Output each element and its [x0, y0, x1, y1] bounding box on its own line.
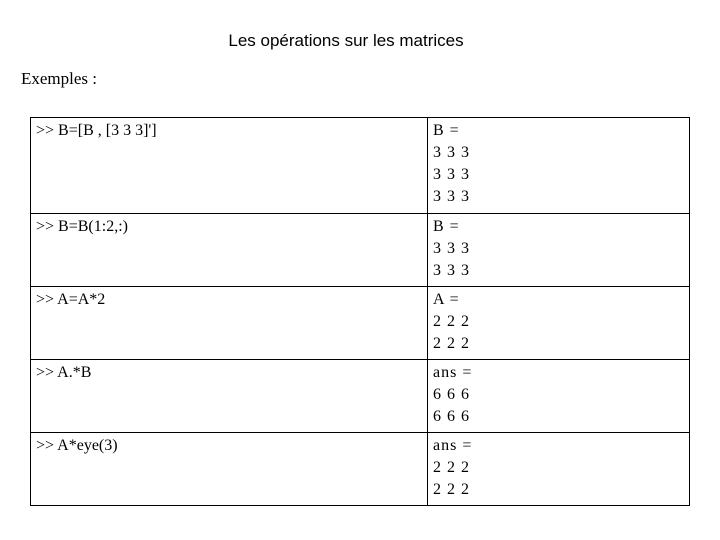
result-line: A =	[433, 291, 460, 308]
result-line: B =	[433, 122, 460, 139]
result-line: 3 3 3	[433, 188, 470, 205]
result-line: B =	[433, 218, 460, 235]
table-row	[31, 433, 690, 506]
result-line: 3 3 3	[433, 144, 470, 161]
command-cell: >> A=A*2	[31, 287, 428, 360]
result-line: ans =	[433, 437, 473, 454]
result-cell	[428, 118, 690, 214]
result-cell	[428, 433, 690, 506]
result-line: 2 2 2	[433, 481, 470, 498]
result-line: 2 2 2	[433, 313, 470, 330]
result-line: 6 6 6	[433, 386, 470, 403]
command-cell: >> B=B(1:2,:)	[31, 214, 428, 287]
result-cell	[428, 287, 690, 360]
result-line: 3 3 3	[433, 166, 470, 183]
result-line: 6 6 6	[433, 408, 470, 425]
result-cell	[428, 360, 690, 433]
command-cell: >> B=[B , [3 3 3]']	[31, 118, 428, 214]
examples-label: Exemples :	[21, 69, 98, 88]
table-row	[31, 360, 690, 433]
result-line: 2 2 2	[433, 335, 470, 352]
slide-title: Les opérations sur les matrices	[228, 31, 464, 50]
result-line: 3 3 3	[433, 240, 470, 257]
table-row	[31, 214, 690, 287]
table-row	[31, 287, 690, 360]
command-cell: >> A.*B	[31, 360, 428, 433]
result-line: ans =	[433, 364, 473, 381]
operations-table	[30, 117, 690, 506]
result-line: 3 3 3	[433, 262, 470, 279]
result-line: 2 2 2	[433, 459, 470, 476]
result-cell	[428, 214, 690, 287]
command-cell: >> A*eye(3)	[31, 433, 428, 506]
table-row	[31, 118, 690, 214]
